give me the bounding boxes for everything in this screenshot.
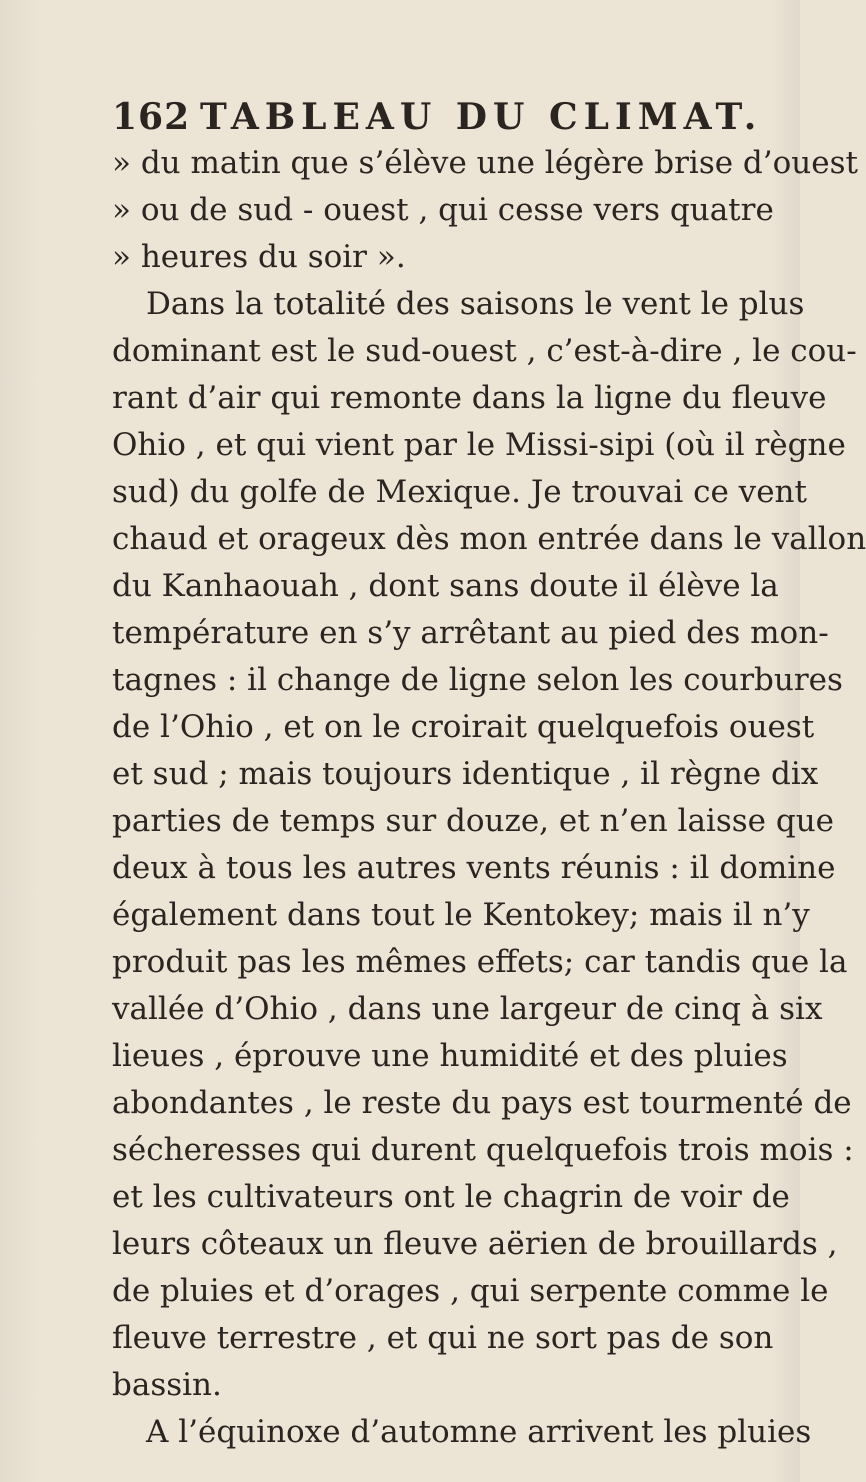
text-line: du Kanhaouah , dont sans doute il élève la [112,568,779,604]
text-line: également dans tout le Kentokey; mais il n’y [112,897,810,933]
text-line: produit pas les mêmes effets; car tandis que la [112,944,848,980]
text-line: dominant est le sud-ouest , c’est-à-dire , le cou- [112,333,857,369]
text-line: leurs côteaux un fleuve aërien de brouillards , [112,1226,838,1262]
body-text [112,140,866,1456]
text-line: chaud et orageux dès mon entrée dans le vallon [112,521,866,557]
text-line: tagnes : il change de ligne selon les courbures [112,662,843,698]
running-header [112,96,762,138]
text-line: vallée d’Ohio , dans une largeur de cinq à six [112,991,823,1027]
text-line: de pluies et d’orages , qui serpente comme le [112,1273,829,1309]
text-line: et sud ; mais toujours identique , il règne dix [112,756,819,792]
paragraph-start-line: A l’équinoxe d’automne arrivent les pluies [146,1414,812,1450]
text-line: lieues , éprouve une humidité et des pluies [112,1038,788,1074]
text-line: parties de temps sur douze, et n’en laisse que [112,803,835,839]
text-line: sud) du golfe de Mexique. Je trouvai ce vent [112,474,807,510]
text-line: sécheresses qui durent quelquefois trois mois : [112,1132,854,1168]
text-line: Ohio , et qui vient par le Missi-sipi (où il règne [112,427,846,463]
text-line: » heures du soir ». [112,239,406,275]
text-line: rant d’air qui remonte dans la ligne du fleuve [112,380,827,416]
page-number: 162 [112,96,191,138]
paragraph-start-line: Dans la totalité des saisons le vent le plus [146,286,805,322]
text-line: bassin. [112,1367,222,1403]
text-line: deux à tous les autres vents réunis : il domine [112,850,836,886]
text-line: » du matin que s’élève une légère brise d’ouest [112,145,858,181]
running-title: TABLEAU DU CLIMAT. [200,96,763,138]
text-line: de l’Ohio , et on le croirait quelquefois ouest [112,709,815,745]
text-line: abondantes , le reste du pays est tourmenté de [112,1085,852,1121]
text-line: et les cultivateurs ont le chagrin de voir de [112,1179,790,1215]
text-line: température en s’y arrêtant au pied des mon- [112,615,829,651]
text-line: fleuve terrestre , et qui ne sort pas de son [112,1320,774,1356]
text-line: » ou de sud - ouest , qui cesse vers quatre [112,192,774,228]
